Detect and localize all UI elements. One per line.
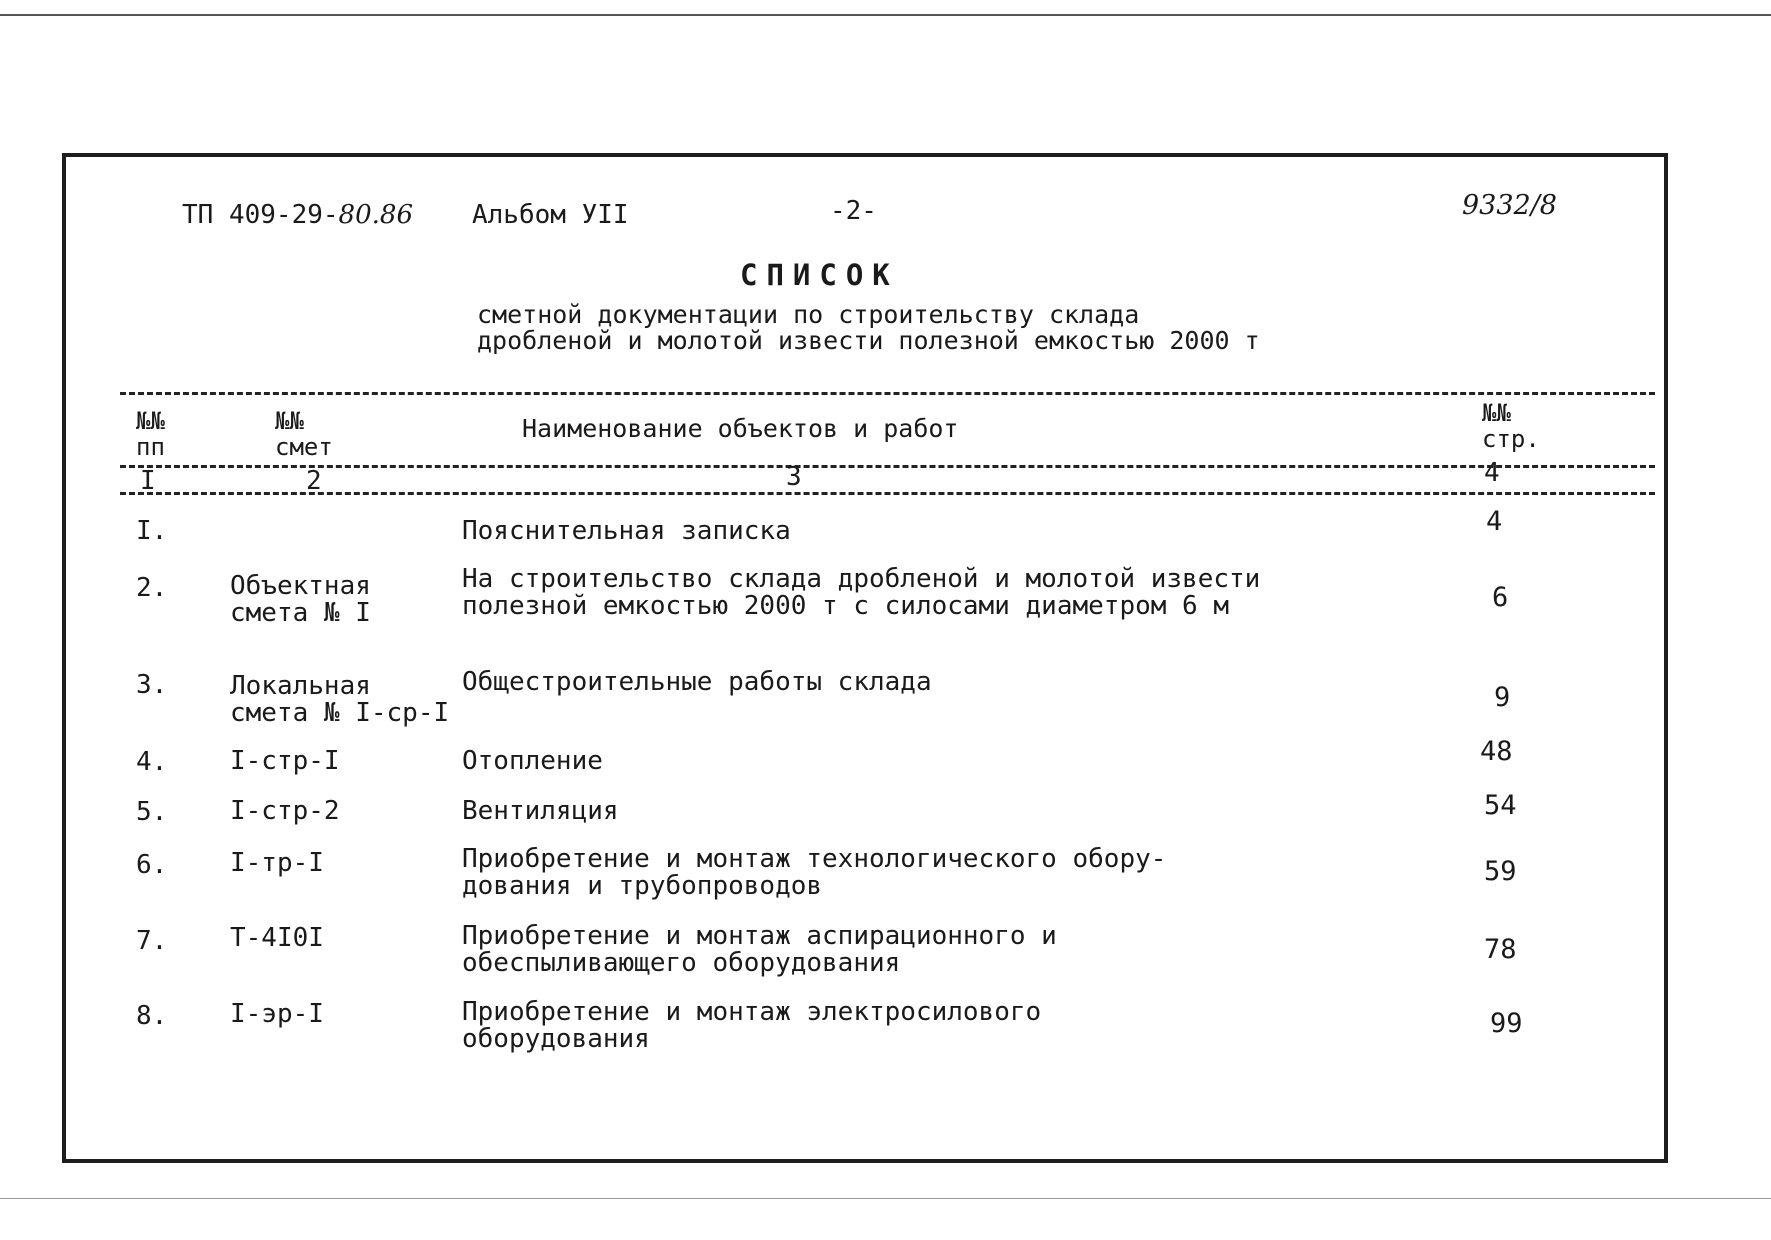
col-number-2: 2 — [306, 466, 322, 496]
row-2-page: 6 — [1492, 582, 1509, 613]
col-number-4: 4 — [1484, 458, 1500, 488]
row-5-estimate: I-стр-2 — [230, 796, 340, 826]
col-header-row-no-line-1: №№ — [136, 407, 165, 435]
project-code-handwritten: 80.86 — [338, 200, 413, 230]
row-2-number: 2. — [136, 573, 168, 603]
row-4-name: Отопление — [462, 746, 603, 776]
project-code-prefix: ТП 409-29- — [182, 200, 339, 230]
row-5-number: 5. — [136, 797, 168, 827]
row-6-estimate: I-тр-I — [230, 848, 324, 878]
row-8-name-line-2: оборудования — [462, 1024, 650, 1054]
subtitle-line-1: сметной документации по строительству склада — [477, 300, 1140, 329]
row-8-page: 99 — [1490, 1008, 1523, 1039]
col-header-page-line-1: №№ — [1482, 399, 1511, 427]
row-2-name-line-1: На строительство склада дробленой и молотой извести — [462, 564, 1261, 594]
row-8-name-line-1: Приобретение и монтаж электросилового — [462, 997, 1042, 1027]
col-header-estimate-line-1: №№ — [275, 407, 304, 435]
row-2-name-line-2: полезной емкостью 2000 т с силосами диаметром 6 м — [462, 591, 1230, 621]
col-number-1: I — [140, 466, 156, 496]
document-title: СПИСОК — [740, 258, 899, 292]
page-number: -2- — [830, 196, 877, 226]
row-6-name-line-1: Приобретение и монтаж технологического обору- — [462, 844, 1167, 874]
row-1-number: I. — [136, 516, 168, 546]
col-header-page-line-2: стр. — [1482, 425, 1540, 453]
col-header-estimate-line-2: смет — [275, 433, 333, 461]
row-6-name-line-2: дования и трубопроводов — [462, 871, 823, 901]
col-number-3: 3 — [786, 462, 802, 492]
row-2-estimate-line-1: Объектная — [230, 571, 371, 601]
inventory-number: 9332/8 — [1462, 190, 1557, 221]
project-code — [182, 200, 413, 230]
row-7-name — [462, 923, 1057, 977]
row-4-estimate: I-стр-I — [230, 746, 340, 776]
row-7-name-line-2: обеспыливающего оборудования — [462, 948, 901, 978]
table-top-rule — [120, 392, 1655, 395]
row-3-page: 9 — [1494, 682, 1511, 713]
col-header-name: Наименование объектов и работ — [522, 414, 959, 443]
row-1-name: Пояснительная записка — [462, 516, 791, 546]
sheet-top-edge — [0, 14, 1771, 16]
album-label: Альбом УII — [472, 200, 629, 230]
row-3-estimate — [230, 673, 449, 727]
row-3-number: 3. — [136, 670, 168, 700]
row-8-estimate: I-эр-I — [230, 999, 324, 1029]
row-2-name — [462, 566, 1260, 620]
row-6-name — [462, 846, 1166, 900]
col-header-page — [1482, 400, 1540, 452]
header-rule-upper — [120, 465, 1655, 468]
row-7-name-line-1: Приобретение и монтаж аспирационного и — [462, 921, 1057, 951]
col-header-row-no — [136, 408, 165, 460]
row-6-number: 6. — [136, 850, 168, 880]
row-7-number: 7. — [136, 926, 168, 956]
col-header-estimate-no — [275, 408, 333, 460]
sheet-bottom-edge — [0, 1198, 1771, 1199]
col-header-row-no-line-2: пп — [136, 433, 165, 461]
row-7-estimate: Т-4I0I — [230, 923, 324, 953]
row-4-page: 48 — [1480, 736, 1513, 767]
header-rule-lower — [120, 492, 1655, 495]
row-8-name — [462, 999, 1041, 1053]
row-3-estimate-line-1: Локальная — [230, 671, 371, 701]
row-2-estimate-line-2: смета № I — [230, 598, 371, 628]
row-5-page: 54 — [1484, 790, 1517, 821]
row-3-estimate-line-2: смета № I-ср-I — [230, 698, 450, 728]
row-2-estimate — [230, 573, 371, 627]
row-8-number: 8. — [136, 1001, 168, 1031]
row-3-name: Общестроительные работы склада — [462, 667, 932, 697]
row-5-name: Вентиляция — [462, 796, 619, 826]
row-7-page: 78 — [1484, 934, 1517, 965]
subtitle-line-2: дробленой и молотой извести полезной емкостью 2000 т — [477, 326, 1260, 355]
row-4-number: 4. — [136, 747, 168, 777]
row-6-page: 59 — [1484, 856, 1517, 887]
row-1-page: 4 — [1486, 506, 1503, 537]
